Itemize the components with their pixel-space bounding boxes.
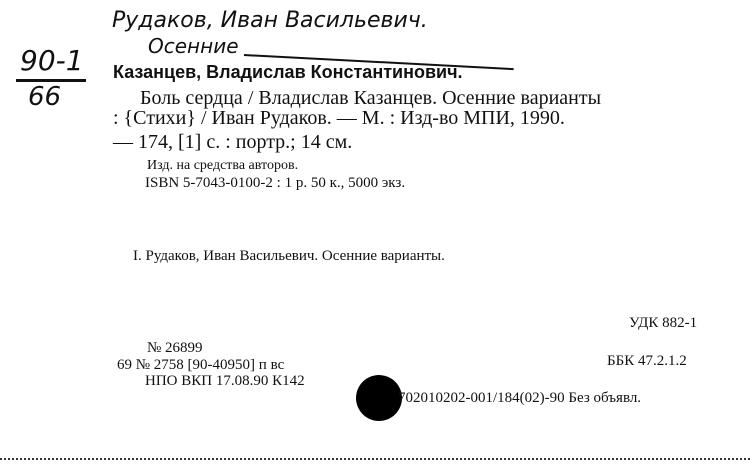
shelf-mark-bottom: 66 [28,82,62,112]
imprint-line-1: 69 № 2758 [90-40950] п вс [117,357,285,373]
isbn-line: ISBN 5-7043-0100-2 : 1 р. 50 к., 5000 экз. [145,175,406,191]
imprint-number: № 26899 [147,340,203,356]
ink-blot [356,375,402,421]
entry-heading: Казанцев, Владислав Константинович. [113,62,463,82]
entry-line-1: Боль сердца / Владислав Казанцев. Осенние варианты [140,87,602,109]
tracing-line: I. Рудаков, Иван Васильевич. Осенние варианты. [133,248,445,264]
udk-code: УДК 882-1 [629,315,698,331]
entry-line-2: : {Стихи} / Иван Рудаков. — М. : Изд-во МПИ, 1990. [113,107,565,129]
handwritten-title: Осенние [148,34,239,58]
imprint-line-3: 702010202-001/184(02)-90 Без объявл. [398,390,642,406]
imprint-line-2: НПО ВКП 17.08.90 К142 [145,373,305,389]
bbk-code: ББК 47.2.1.2 [607,353,687,369]
shelf-mark-top: 90-1 [20,44,84,77]
scan-edge-line [0,458,750,460]
publication-note: Изд. на средства авторов. [147,158,299,173]
entry-line-3: — 174, [1] с. : портр.; 14 см. [113,131,353,153]
handwritten-author: Рудаков, Иван Васильевич. [112,8,428,33]
